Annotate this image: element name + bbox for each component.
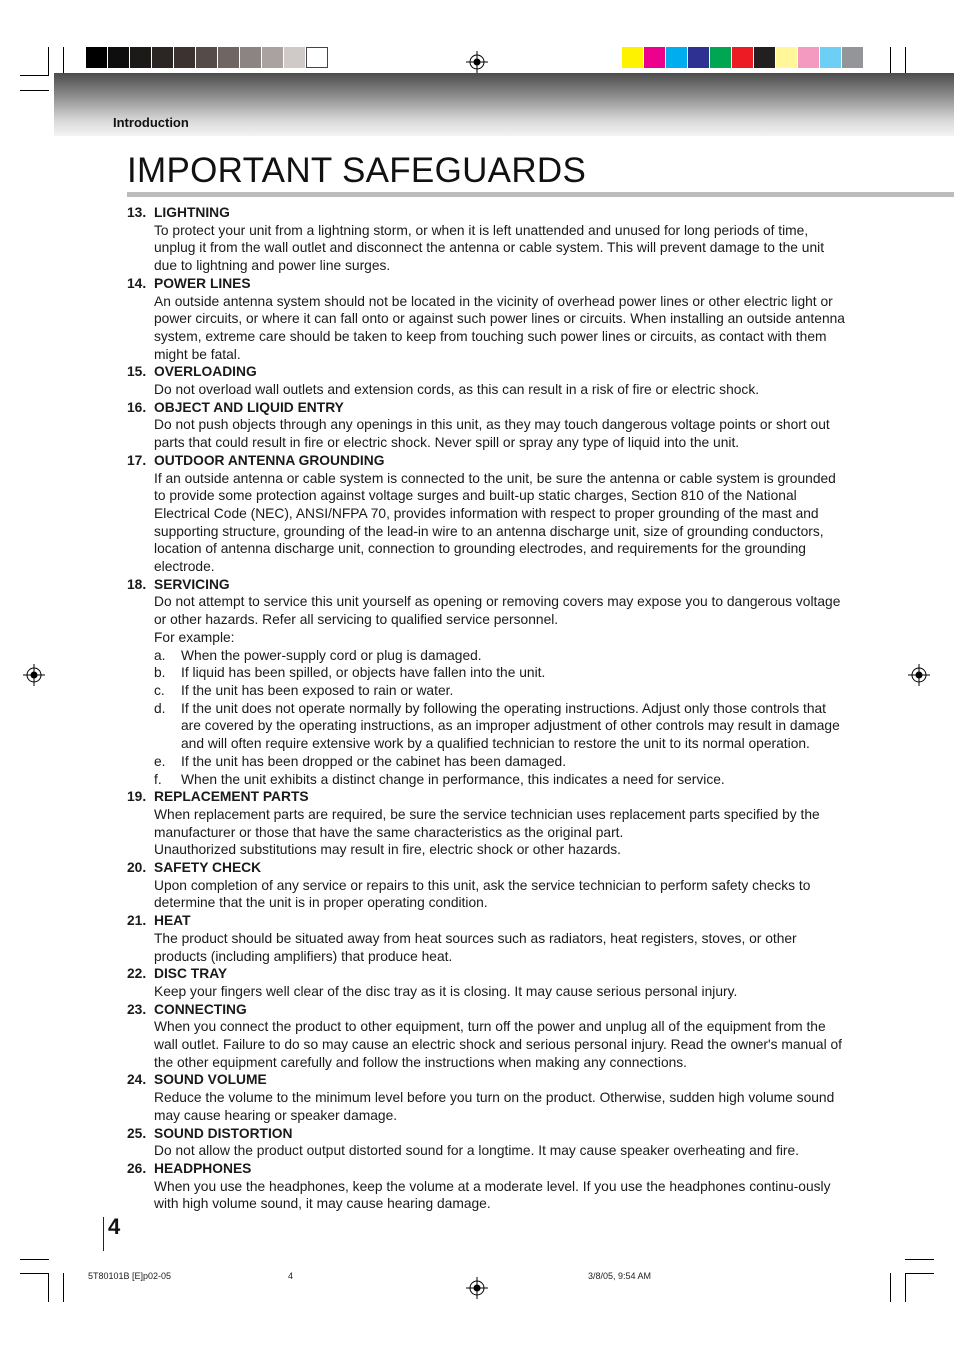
example-letter: f. (154, 771, 162, 787)
color-swatch (754, 47, 776, 68)
footer-page: 4 (288, 1271, 294, 1281)
color-swatch (732, 47, 754, 68)
safeguard-number: 17. (127, 452, 147, 468)
safeguard-number: 26. (127, 1160, 147, 1176)
color-swatch (710, 47, 732, 68)
color-swatch (798, 47, 820, 68)
color-swatch (152, 47, 174, 68)
safeguard-item (127, 452, 847, 576)
safeguard-number: 18. (127, 576, 147, 592)
safeguard-heading (127, 1160, 847, 1178)
crop-mark (890, 47, 891, 76)
crop-mark (890, 1273, 891, 1302)
safeguard-number: 15. (127, 364, 147, 380)
page-title: IMPORTANT SAFEGUARDS (127, 151, 587, 190)
safeguard-heading (127, 576, 847, 594)
safeguard-title: CONNECTING (154, 1001, 247, 1017)
example-item (127, 771, 847, 789)
crop-mark (48, 47, 49, 76)
color-swatch (240, 47, 262, 68)
safeguard-heading (127, 399, 847, 417)
safeguard-heading (127, 912, 847, 930)
safeguard-heading (127, 275, 847, 293)
color-swatch (306, 47, 328, 68)
crop-mark (20, 1273, 49, 1274)
safeguard-item (127, 576, 847, 788)
registration-mark-icon (466, 51, 488, 73)
example-item (127, 753, 847, 771)
safeguard-number: 19. (127, 789, 147, 805)
safeguard-item (127, 859, 847, 912)
crop-mark (905, 47, 906, 76)
safeguard-title: SOUND DISTORTION (154, 1125, 293, 1141)
crop-mark (20, 75, 49, 76)
safeguard-text: When you use the headphones, keep the volume at a moderate level. If you use the headphones continu-ously with high volume sound, it may cause hearing damage. (154, 1178, 831, 1212)
header-band (54, 73, 954, 136)
safeguard-heading (127, 1125, 847, 1143)
example-text: When the unit exhibits a distinct change in performance, this indicates a need for service. (181, 771, 725, 787)
safeguard-item (127, 1001, 847, 1072)
page-number: 4 (108, 1214, 121, 1239)
safeguard-number: 16. (127, 399, 147, 415)
color-swatch (666, 47, 688, 68)
safeguard-item (127, 965, 847, 1000)
color-swatch (284, 47, 306, 68)
crop-mark (20, 90, 49, 91)
safeguard-heading (127, 1001, 847, 1019)
footer-timestamp: 3/8/05, 9:54 AM (588, 1271, 652, 1281)
safeguard-number: 22. (127, 966, 147, 982)
safeguard-heading (127, 204, 847, 222)
example-text: If the unit does not operate normally by following the operating instructions. Adjust only those controls that are covered by the operating instructions, as an improper adjustment of other controls may result in damage and will often require extensive work by a qualified technician to restore the unit to its normal operation. (181, 700, 840, 752)
color-swatch (86, 47, 108, 68)
example-item (127, 647, 847, 665)
safeguard-item (127, 399, 847, 452)
safeguard-text: Keep your fingers well clear of the disc tray as it is closing. It may cause serious personal injury. (154, 983, 738, 999)
crop-mark (63, 47, 64, 76)
registration-mark-icon (466, 1277, 488, 1299)
safeguard-text: Unauthorized substitutions may result in fire, electric shock or other hazards. (154, 842, 622, 858)
safeguard-number: 21. (127, 913, 147, 929)
crop-mark (63, 1273, 64, 1302)
footer-file: 5T80101B [E]p02-05 (88, 1271, 172, 1281)
safeguard-text: Do not allow the product output distorted sound for a longtime. It may cause speaker overheating and fire. (154, 1143, 799, 1159)
safeguard-title: HEADPHONES (154, 1160, 252, 1176)
color-swatch (196, 47, 218, 68)
safeguard-heading (127, 965, 847, 983)
page-number-rule (103, 1217, 104, 1251)
safeguard-number: 24. (127, 1072, 147, 1088)
example-item (127, 682, 847, 700)
color-swatch (842, 47, 864, 68)
safeguard-item (127, 1125, 847, 1160)
safeguard-number: 13. (127, 205, 147, 220)
color-swatch (130, 47, 152, 68)
safeguard-text: When you connect the product to other equipment, turn off the power and unplug all of the equipment from the wall outlet. Failure to do so may cause an electric shock and serious personal injury. Read the owner's manual of the other equipment carefully and follow the instructions when making any connections. (154, 1019, 842, 1070)
safeguard-title: HEAT (154, 913, 191, 929)
safeguard-number: 25. (127, 1125, 147, 1141)
safeguard-number: 23. (127, 1001, 147, 1017)
grayscale-color-bar (86, 47, 328, 68)
safeguard-text: For example: (154, 629, 235, 645)
safeguard-text: If an outside antenna or cable system is connected to the unit, be sure the antenna or cable system is grounded to provide some protection against voltage surges and built-up static charges, Section 810 of the National Electrical Code (NEC), ANSI/NFPA 70, provides information with respect to proper grounding of the mast and supporting structure, grounding of the lead-in wire to an antenna discharge unit, size of grounding conductors, location of antenna discharge unit, connection to grounding electrodes, and requirements for the grounding electrode. (154, 470, 836, 575)
safeguard-title: SAFETY CHECK (154, 860, 262, 876)
color-swatch (218, 47, 240, 68)
process-color-bar (622, 47, 864, 68)
color-swatch (644, 47, 666, 68)
title-rule (127, 192, 954, 197)
crop-mark (905, 1259, 934, 1260)
safeguards-list (127, 204, 847, 1213)
safeguard-item (127, 1160, 847, 1213)
example-letter: d. (154, 700, 166, 716)
safeguard-title: LIGHTNING (154, 205, 230, 220)
safeguard-item (127, 275, 847, 364)
safeguard-item (127, 912, 847, 965)
safeguard-text: Do not push objects through any openings in this unit, as they may touch dangerous voltage points or short out parts that could result in fire or electric shock. Never spill or spray any type of liquid into the unit. (154, 417, 830, 451)
safeguard-title: DISC TRAY (154, 966, 228, 982)
safeguard-heading (127, 1071, 847, 1089)
color-swatch (820, 47, 842, 68)
safeguard-number: 20. (127, 860, 147, 876)
safeguard-item (127, 1071, 847, 1124)
safeguard-title: OBJECT AND LIQUID ENTRY (154, 399, 344, 415)
crop-mark (20, 1259, 49, 1260)
registration-mark-icon (908, 664, 930, 686)
registration-mark-icon (23, 664, 45, 686)
crop-mark (905, 1273, 934, 1274)
example-text: When the power-supply cord or plug is damaged. (181, 647, 482, 663)
example-text: If liquid has been spilled, or objects have fallen into the unit. (181, 665, 546, 681)
safeguard-item (127, 204, 847, 275)
crop-mark (48, 1273, 49, 1302)
safeguard-heading (127, 452, 847, 470)
safeguard-text: Upon completion of any service or repairs to this unit, ask the service technician to perform safety checks to determine that the unit is in proper operating condition. (154, 877, 811, 911)
crop-mark (905, 1273, 906, 1302)
safeguard-heading (127, 788, 847, 806)
color-swatch (776, 47, 798, 68)
example-letter: e. (154, 753, 166, 769)
safeguard-title: OVERLOADING (154, 364, 257, 380)
example-text: If the unit has been exposed to rain or water. (181, 682, 454, 698)
safeguard-heading (127, 363, 847, 381)
safeguard-text: Reduce the volume to the minimum level before you turn on the product. Otherwise, sudden high volume sound may cause hearing or speaker damage. (154, 1090, 835, 1123)
safeguard-title: POWER LINES (154, 275, 251, 291)
example-letter: b. (154, 665, 166, 681)
safeguard-title: SOUND VOLUME (154, 1072, 267, 1088)
color-swatch (174, 47, 196, 68)
safeguard-text: Do not attempt to service this unit yourself as opening or removing covers may expose you to dangerous voltage or other hazards. Refer all servicing to qualified service personnel. (154, 594, 841, 628)
color-swatch (108, 47, 130, 68)
example-item (127, 700, 847, 753)
example-item (127, 664, 847, 682)
safeguard-text: The product should be situated away from heat sources such as radiators, heat registers, stoves, or other products (including amplifiers) that produce heat. (154, 930, 797, 964)
safeguard-item (127, 363, 847, 398)
color-swatch (688, 47, 710, 68)
safeguard-text: To protect your unit from a lightning storm, or when it is left unattended and unused for long periods of time, unplug it from the wall outlet and disconnect the antenna or cable system. This will prevent damage to the unit due to lightning and power line surges. (154, 222, 825, 274)
safeguard-text: Do not overload wall outlets and extension cords, as this can result in a risk of fire or electric shock. (154, 382, 760, 398)
safeguard-title: REPLACEMENT PARTS (154, 789, 309, 805)
safeguard-item (127, 788, 847, 859)
section-label: Introduction (113, 115, 189, 130)
safeguard-text: When replacement parts are required, be sure the service technician uses replacement parts specified by the manufacturer or those that have the same characteristics as the original part. (154, 806, 820, 840)
example-letter: c. (154, 682, 165, 698)
example-text: If the unit has been dropped or the cabinet has been damaged. (181, 753, 567, 769)
safeguard-title: OUTDOOR ANTENNA GROUNDING (154, 452, 385, 468)
color-swatch (262, 47, 284, 68)
example-letter: a. (154, 647, 166, 663)
color-swatch (622, 47, 644, 68)
safeguard-text: An outside antenna system should not be located in the vicinity of overhead power lines or other electric light or power circuits, or where it can fall onto or against such power lines or circuits. When installing an outside antenna system, extreme care should be taken to keep from touching such power lines or circuits, as contact with them might be fatal. (154, 293, 845, 362)
safeguard-number: 14. (127, 275, 147, 291)
safeguard-heading (127, 859, 847, 877)
safeguard-title: SERVICING (154, 576, 230, 592)
